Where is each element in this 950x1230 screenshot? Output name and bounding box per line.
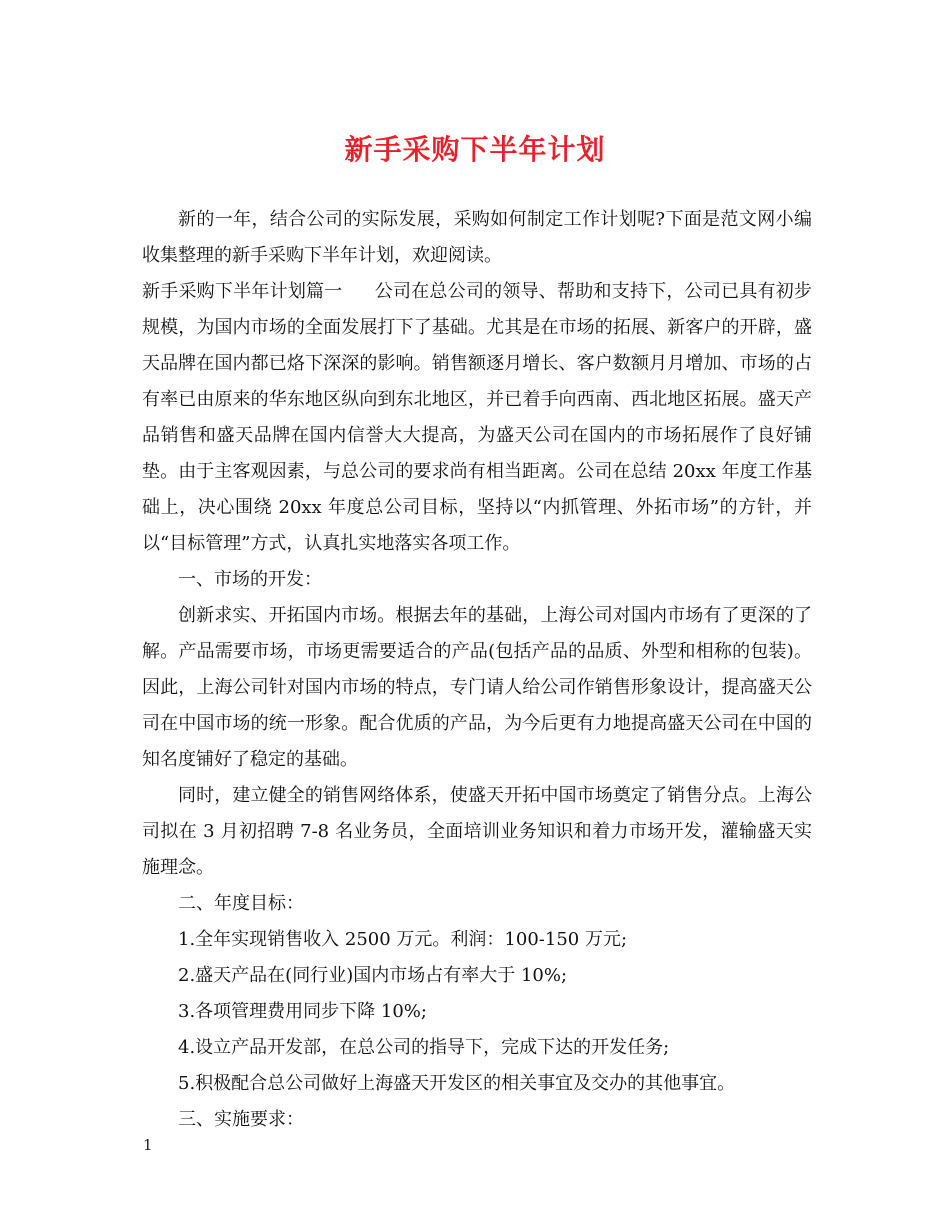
market-paragraph-2: 同时，建立健全的销售网络体系，使盛天开拓中国市场奠定了销售分点。上海公司拟在 3 月初招聘 7-8 名业务员，全面培训业务知识和着力市场开发，灌输盛天实施理念。 [142, 785, 812, 878]
market-paragraph-1: 创新求实、开拓国内市场。根据去年的基础，上海公司对国内市场有了更深的了解。产品需要市场，市场更需要适合的产品(包括产品的品质、外型和相称的包装)。因此，上海公司针对国内市场的特点，专门请人给公司作销售形象设计，提高盛天公司在中国市场的统一形象。配合优质的产品，为今后更有力地提高盛天公司在中国的知名度铺好了稳定的基础。 [142, 605, 812, 770]
section-one-paragraph [142, 274, 812, 562]
goal-item: 3.各项管理费用同步下降 10%; [178, 1001, 427, 1022]
page-number: 1 [143, 1136, 153, 1154]
section-one-label: 新手采购下半年计划篇一 [142, 281, 343, 302]
heading-implementation: 三、实施要求： [178, 1109, 304, 1130]
goal-item: 4.设立产品开发部，在总公司的指导下，完成下达的开发任务; [178, 1037, 670, 1058]
goal-item: 2.盛天产品在(同行业)国内市场占有率大于 10%; [178, 965, 568, 986]
page-title: 新手采购下半年计划 [344, 133, 606, 166]
goal-item: 5.积极配合总公司做好上海盛天开发区的相关事宜及交办的其他事宜。 [178, 1073, 736, 1094]
intro-paragraph: 新的一年，结合公司的实际发展，采购如何制定工作计划呢?下面是范文网小编收集整理的新手采购下半年计划，欢迎阅读。 [142, 209, 812, 266]
heading-market-development: 一、市场的开发： [178, 569, 322, 590]
heading-annual-goals: 二、年度目标： [178, 893, 304, 914]
goal-item: 1.全年实现销售收入 2500 万元。利润：100-150 万元; [178, 929, 628, 950]
document-body [142, 202, 812, 1138]
section-one-text: 公司在总公司的领导、帮助和支持下，公司已具有初步规模，为国内市场的全面发展打下了基础。尤其是在市场的拓展、新客户的开辟，盛天品牌在国内都已烙下深深的影响。销售额逐月增长、客户数额月月增加、市场的占有率已由原来的华东地区纵向到东北地区，并已着手向西南、西北地区拓展。盛天产品销售和盛天品牌在国内信誉大大提高，为盛天公司在国内的市场拓展作了良好铺垫。由于主客观因素，与总公司的要求尚有相当距离。公司在总结 20xx 年度工作基础上，决心围绕 20xx 年度总公司目标，坚持以“内抓管理、外拓市场”的方针，并以“目标管理”方式，认真扎实地落实各项工作。 [142, 281, 812, 554]
